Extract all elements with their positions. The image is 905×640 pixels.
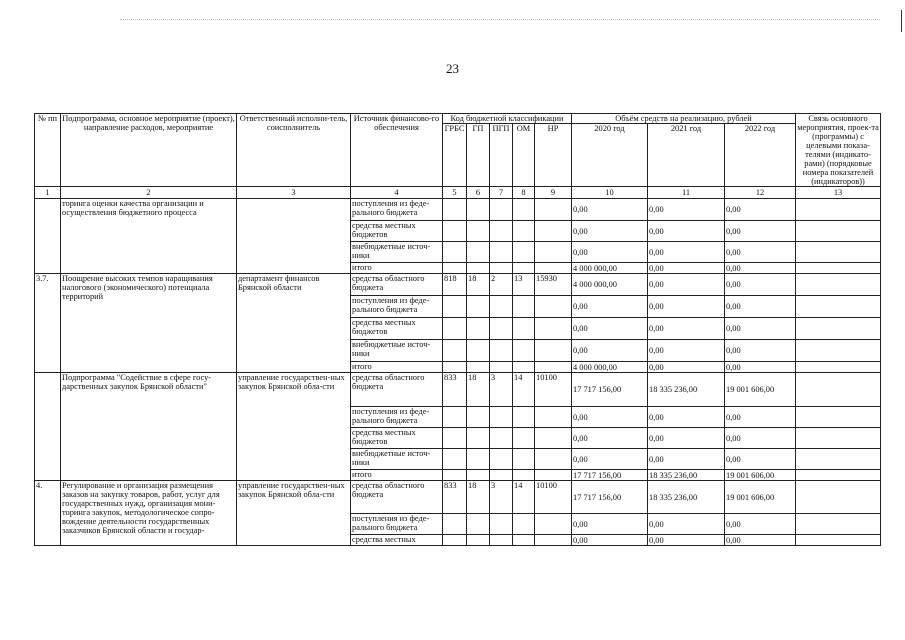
- scan-top-edge: [120, 19, 880, 22]
- amount-2020: 0,00: [572, 428, 648, 449]
- funding-source: средства местных: [351, 535, 443, 546]
- kbk-grbs: 833: [443, 481, 467, 514]
- indicator-link: [796, 514, 881, 535]
- header-executor: Ответственный исполни-тель, соисполнитель: [237, 114, 351, 187]
- row-number: [35, 199, 61, 274]
- funding-source: поступления из феде-рального бюджета: [351, 407, 443, 428]
- kbk-pgp: [490, 362, 513, 373]
- kbk-om: [513, 296, 535, 318]
- amount-2022: 0,00: [725, 296, 796, 318]
- table-row: [35, 199, 881, 221]
- indicator-link: [796, 340, 881, 362]
- amount-2021: 0,00: [648, 242, 725, 263]
- kbk-om: [513, 514, 535, 535]
- column-number: 7: [490, 187, 513, 199]
- funding-source: поступления из феде-рального бюджета: [351, 199, 443, 221]
- kbk-np: 10100: [535, 481, 572, 514]
- amount-2022: 0,00: [725, 535, 796, 546]
- amount-2021: 18 335 236,00: [648, 481, 725, 514]
- funding-source: средства местных бюджетов: [351, 221, 443, 242]
- indicator-link: [796, 449, 881, 470]
- kbk-grbs: [443, 449, 467, 470]
- kbk-gp: [467, 470, 490, 481]
- kbk-grbs: [443, 242, 467, 263]
- amount-2022: 0,00: [725, 274, 796, 296]
- kbk-pgp: [490, 428, 513, 449]
- header-source: Источник финансово-го обеспечения: [351, 114, 443, 187]
- funding-source: средства местных бюджетов: [351, 318, 443, 340]
- kbk-grbs: 818: [443, 274, 467, 296]
- kbk-grbs: [443, 199, 467, 221]
- kbk-pgp: [490, 340, 513, 362]
- amount-2020: 0,00: [572, 340, 648, 362]
- amount-2022: 0,00: [725, 221, 796, 242]
- amount-2020: 0,00: [572, 449, 648, 470]
- header-volume: Объём средств на реализацию, рублей: [572, 114, 796, 124]
- amount-2021: 0,00: [648, 362, 725, 373]
- header-np: НР: [535, 124, 572, 187]
- header-gp: ГП: [467, 124, 490, 187]
- indicator-link: [796, 242, 881, 263]
- kbk-om: [513, 535, 535, 546]
- budget-table: [34, 113, 881, 546]
- header-om: ОМ: [513, 124, 535, 187]
- kbk-grbs: [443, 296, 467, 318]
- kbk-om: [513, 362, 535, 373]
- kbk-pgp: [490, 535, 513, 546]
- table-body: [35, 199, 881, 546]
- kbk-om: 13: [513, 274, 535, 296]
- row-number: 4.: [35, 481, 61, 546]
- kbk-pgp: [490, 199, 513, 221]
- amount-2021: 0,00: [648, 221, 725, 242]
- indicator-link: [796, 407, 881, 428]
- measure-name: торинга оценки качества организации и осуществления бюджетного процесса: [61, 199, 237, 274]
- kbk-np: [535, 514, 572, 535]
- column-number: 3: [237, 187, 351, 199]
- page-number: 23: [446, 61, 459, 76]
- kbk-grbs: [443, 514, 467, 535]
- funding-source: внебюджетные источ-ники: [351, 449, 443, 470]
- amount-2020: 17 717 156,00: [572, 373, 648, 407]
- kbk-gp: [467, 428, 490, 449]
- amount-2020: 17 717 156,00: [572, 481, 648, 514]
- header-no: № пп: [35, 114, 61, 187]
- amount-2020: 0,00: [572, 535, 648, 546]
- indicator-link: [796, 470, 881, 481]
- kbk-grbs: 833: [443, 373, 467, 407]
- amount-2022: 0,00: [725, 318, 796, 340]
- measure-executor: департамент финансов Брянской области: [237, 274, 351, 373]
- amount-2022: 19 001 606,00: [725, 373, 796, 407]
- column-number: 13: [796, 187, 881, 199]
- kbk-om: [513, 428, 535, 449]
- kbk-gp: 18: [467, 274, 490, 296]
- table-row: [35, 274, 881, 296]
- indicator-link: [796, 362, 881, 373]
- amount-2022: 0,00: [725, 340, 796, 362]
- funding-source: внебюджетные источ-ники: [351, 242, 443, 263]
- kbk-np: 10100: [535, 373, 572, 407]
- funding-source: средства областного бюджета: [351, 274, 443, 296]
- kbk-gp: 18: [467, 373, 490, 407]
- kbk-np: [535, 340, 572, 362]
- measure-name: Поощрение высоких темпов наращивания налогового (экономического) потенциала территорий: [61, 274, 237, 373]
- kbk-om: [513, 407, 535, 428]
- kbk-om: [513, 340, 535, 362]
- column-number: 11: [648, 187, 725, 199]
- kbk-np: [535, 318, 572, 340]
- funding-source: внебюджетные источ-ники: [351, 340, 443, 362]
- amount-2022: 0,00: [725, 242, 796, 263]
- kbk-om: 14: [513, 373, 535, 407]
- kbk-np: [535, 296, 572, 318]
- amount-2021: 18 335 236,00: [648, 470, 725, 481]
- amount-2020: 0,00: [572, 221, 648, 242]
- funding-source: поступления из феде-рального бюджета: [351, 296, 443, 318]
- column-number: 5: [443, 187, 467, 199]
- amount-2020: 0,00: [572, 407, 648, 428]
- amount-2022: 0,00: [725, 449, 796, 470]
- kbk-np: [535, 242, 572, 263]
- amount-2021: 18 335 236,00: [648, 373, 725, 407]
- kbk-grbs: [443, 407, 467, 428]
- amount-2022: 0,00: [725, 428, 796, 449]
- indicator-link: [796, 199, 881, 221]
- indicator-link: [796, 428, 881, 449]
- amount-2022: 0,00: [725, 199, 796, 221]
- measure-executor: управление государствен-ных закупок Брянской обла-сти: [237, 481, 351, 546]
- kbk-np: 15930: [535, 274, 572, 296]
- header-2022: 2022 год: [725, 124, 796, 187]
- kbk-gp: [467, 362, 490, 373]
- kbk-np: [535, 407, 572, 428]
- measure-executor: [237, 199, 351, 274]
- indicator-link: [796, 318, 881, 340]
- column-number: 4: [351, 187, 443, 199]
- kbk-pgp: [490, 318, 513, 340]
- column-number: 2: [61, 187, 237, 199]
- indicator-link: [796, 535, 881, 546]
- kbk-pgp: 3: [490, 373, 513, 407]
- kbk-gp: [467, 242, 490, 263]
- amount-2020: 4 000 000,00: [572, 274, 648, 296]
- kbk-pgp: [490, 470, 513, 481]
- measure-executor: управление государствен-ных закупок Брянской обла-сти: [237, 373, 351, 481]
- amount-2021: 0,00: [648, 340, 725, 362]
- kbk-pgp: [490, 242, 513, 263]
- amount-2021: 0,00: [648, 274, 725, 296]
- amount-2020: 4 000 000,00: [572, 362, 648, 373]
- kbk-grbs: [443, 470, 467, 481]
- amount-2021: 0,00: [648, 199, 725, 221]
- indicator-link: [796, 373, 881, 407]
- kbk-om: [513, 199, 535, 221]
- kbk-gp: [467, 263, 490, 274]
- indicator-link: [796, 221, 881, 242]
- amount-2022: 0,00: [725, 407, 796, 428]
- amount-2021: 0,00: [648, 318, 725, 340]
- measure-name: Подпрограмма "Содействие в сфере госу-дарственных закупок Брянской области": [61, 373, 237, 481]
- kbk-gp: [467, 221, 490, 242]
- kbk-np: [535, 470, 572, 481]
- kbk-pgp: [490, 407, 513, 428]
- kbk-pgp: 3: [490, 481, 513, 514]
- column-number: 9: [535, 187, 572, 199]
- amount-2021: 0,00: [648, 449, 725, 470]
- amount-2021: 0,00: [648, 535, 725, 546]
- funding-source: итого: [351, 362, 443, 373]
- amount-2020: 0,00: [572, 242, 648, 263]
- amount-2022: 19 001 606,00: [725, 481, 796, 514]
- header-grbs: ГРБС: [443, 124, 467, 187]
- header-link: Связь основного мероприятия, проек-та (программы) с целевыми показа-телями (индикато-рами) (порядковые номера показателей (индикаторов)): [797, 114, 879, 186]
- funding-source: средства местных бюджетов: [351, 428, 443, 449]
- amount-2022: 0,00: [725, 514, 796, 535]
- amount-2021: 0,00: [648, 263, 725, 274]
- kbk-grbs: [443, 318, 467, 340]
- header-2021: 2021 год: [648, 124, 725, 187]
- table-row: [35, 481, 881, 514]
- amount-2020: 0,00: [572, 296, 648, 318]
- kbk-om: [513, 318, 535, 340]
- header-pgp: ПГП: [490, 124, 513, 187]
- amount-2020: 0,00: [572, 514, 648, 535]
- kbk-om: [513, 242, 535, 263]
- scan-right-edge-mark: [901, 10, 902, 32]
- kbk-grbs: [443, 340, 467, 362]
- amount-2022: 19 001 606,00: [725, 470, 796, 481]
- row-number: [35, 373, 61, 481]
- kbk-gp: [467, 296, 490, 318]
- header-2020: 2020 год: [572, 124, 648, 187]
- kbk-gp: [467, 199, 490, 221]
- kbk-np: [535, 221, 572, 242]
- kbk-np: [535, 449, 572, 470]
- kbk-np: [535, 263, 572, 274]
- kbk-gp: [467, 449, 490, 470]
- kbk-pgp: [490, 221, 513, 242]
- kbk-pgp: [490, 514, 513, 535]
- amount-2021: 0,00: [648, 428, 725, 449]
- amount-2020: 0,00: [572, 199, 648, 221]
- column-number: 8: [513, 187, 535, 199]
- indicator-link: [796, 481, 881, 514]
- kbk-grbs: [443, 428, 467, 449]
- amount-2020: 17 717 156,00: [572, 470, 648, 481]
- amount-2022: 0,00: [725, 263, 796, 274]
- amount-2021: 0,00: [648, 407, 725, 428]
- kbk-gp: 18: [467, 481, 490, 514]
- column-number-row: [35, 187, 881, 199]
- amount-2021: 0,00: [648, 514, 725, 535]
- kbk-grbs: [443, 221, 467, 242]
- kbk-gp: [467, 318, 490, 340]
- amount-2020: 0,00: [572, 318, 648, 340]
- kbk-om: [513, 470, 535, 481]
- kbk-gp: [467, 407, 490, 428]
- column-number: 10: [572, 187, 648, 199]
- kbk-np: [535, 362, 572, 373]
- measure-name: Регулирование и организация размещения заказов на закупку товаров, работ, услуг для государственных нужд, организация мони-торинга закупок, методологическое сопро-вождение деятельности государственных заказчиков Брянской области и государ-: [61, 481, 237, 546]
- kbk-grbs: [443, 263, 467, 274]
- kbk-om: [513, 449, 535, 470]
- header-kbk: Код бюджетной классификации: [443, 114, 572, 124]
- kbk-np: [535, 428, 572, 449]
- column-number: 1: [35, 187, 61, 199]
- indicator-link: [796, 296, 881, 318]
- kbk-om: [513, 263, 535, 274]
- funding-source: итого: [351, 263, 443, 274]
- indicator-link: [796, 263, 881, 274]
- header-row-1: [35, 114, 881, 124]
- kbk-pgp: 2: [490, 274, 513, 296]
- kbk-gp: [467, 340, 490, 362]
- kbk-np: [535, 535, 572, 546]
- amount-2020: 4 000 000,00: [572, 263, 648, 274]
- kbk-grbs: [443, 535, 467, 546]
- indicator-link: [796, 274, 881, 296]
- amount-2022: 0,00: [725, 362, 796, 373]
- kbk-pgp: [490, 296, 513, 318]
- funding-source: средства областного бюджета: [351, 481, 443, 514]
- kbk-grbs: [443, 362, 467, 373]
- funding-source: итого: [351, 470, 443, 481]
- amount-2021: 0,00: [648, 296, 725, 318]
- kbk-om: 14: [513, 481, 535, 514]
- column-number: 12: [725, 187, 796, 199]
- kbk-pgp: [490, 263, 513, 274]
- kbk-om: [513, 221, 535, 242]
- column-number: 6: [467, 187, 490, 199]
- kbk-gp: [467, 535, 490, 546]
- funding-source: поступления из феде-рального бюджета: [351, 514, 443, 535]
- kbk-np: [535, 199, 572, 221]
- kbk-gp: [467, 514, 490, 535]
- kbk-pgp: [490, 449, 513, 470]
- table-row: [35, 373, 881, 407]
- row-number: 3.7.: [35, 274, 61, 373]
- header-name: Подпрограмма, основное мероприятие (проект), направление расходов, мероприятие: [61, 114, 237, 187]
- funding-source: средства областного бюджета: [351, 373, 443, 407]
